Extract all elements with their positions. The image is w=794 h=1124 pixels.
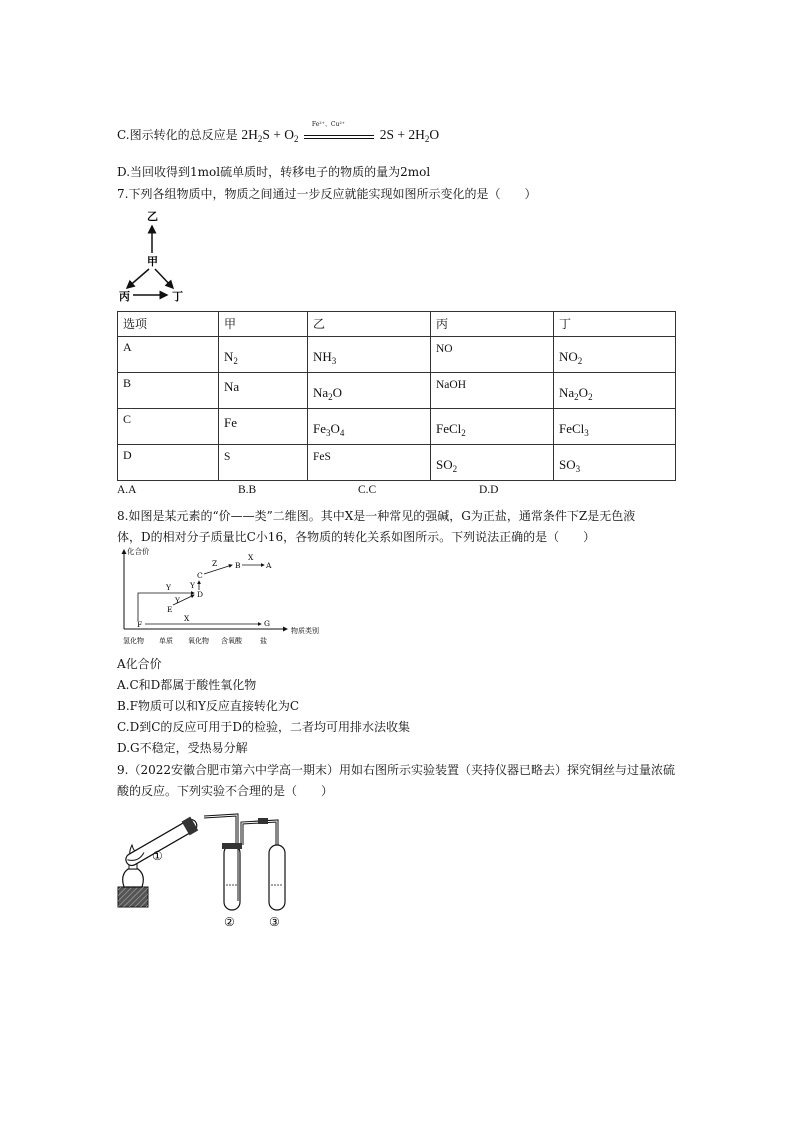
row-b-jia: Na	[219, 373, 308, 409]
q9-apparatus-figure	[112, 805, 302, 930]
node-g: G	[264, 619, 270, 628]
q7-options-table	[117, 311, 676, 481]
row-d-ding: $SO_3$	[554, 445, 676, 481]
q8-extra: A化合价	[117, 657, 162, 671]
table-row	[118, 337, 676, 373]
q6-option-c	[117, 120, 440, 144]
node-c: C	[197, 571, 203, 580]
q8-valence-class-diagram	[115, 545, 335, 650]
x-cat-element: 单质	[159, 637, 173, 645]
row-c-ding: FeCl$_3$	[554, 409, 676, 445]
row-d-jia: S	[219, 445, 308, 481]
q7-stem: 7.下列各组物质中，物质之间通过一步反应就能实现如图所示变化的是（ ）	[117, 187, 537, 201]
q7-diagram-top: 乙	[147, 210, 158, 223]
q8-choice-d: D.G不稳定，受热易分解	[117, 741, 248, 755]
row-b-bing: NaOH	[431, 373, 554, 409]
q8-choice-c: C.D到C的反应可用于D的检验，二者均可用排水法收集	[117, 720, 410, 734]
edge-label-z-cb: Z	[212, 559, 218, 568]
row-c-bing: FeCl$_2$	[431, 409, 554, 445]
label-3: ③	[269, 915, 280, 929]
q8-stem-line1: 8.如图是某元素的“价——类”二维图。其中X是一种常见的强碱，G为正盐，通常条件下Z是无色液	[117, 509, 636, 523]
row-a-jia: $N_2$	[219, 337, 308, 373]
q7-diagram-right: 丁	[172, 290, 183, 303]
q7-option-b: B.B	[238, 484, 257, 496]
q7-arrow-right	[155, 269, 173, 288]
row-c-jia: Fe	[219, 409, 308, 445]
row-a-ding: $NO_2$	[554, 337, 676, 373]
row-d-bing: $SO_2$	[431, 445, 554, 481]
q6-equation-double-line	[304, 135, 374, 139]
row-c-yi: $Fe_3O_4$	[308, 409, 431, 445]
q8-choice-b: B.F物质可以和Y反应直接转化为C	[117, 699, 300, 713]
row-c-option: C	[118, 409, 219, 445]
node-a: A	[266, 561, 272, 570]
q7-conversion-diagram	[115, 206, 195, 306]
row-a-bing: NO	[431, 337, 554, 373]
label-2: ②	[224, 915, 235, 929]
x-axis-label: 物质类别	[291, 627, 319, 635]
test-tube-3	[269, 845, 285, 910]
row-d-option: D	[118, 445, 219, 481]
edge-label-y-dc: Y	[190, 581, 195, 590]
q9-stem-line1: 9.（2022安徽合肥市第六中学高一期末）用如右图所示实验装置（夹持仪器已略去）探究铜丝与过量浓硫	[117, 763, 675, 777]
header-ding: 丁	[554, 312, 676, 337]
edge-label-y-ed: Y	[175, 596, 180, 605]
x-cat-hydride: 氢化物	[123, 637, 144, 645]
edge-c-b	[204, 565, 232, 574]
edge-label-y-fd: Y	[166, 583, 171, 592]
node-d: D	[197, 590, 204, 599]
q6-option-c-prefix: C.图示转化的总反应是	[117, 128, 238, 142]
delivery-tube	[204, 815, 237, 845]
q6-equation-condition: Fe²⁺、Cu²⁺	[311, 120, 345, 128]
node-b: B	[235, 561, 241, 570]
label-1: ①	[152, 849, 163, 863]
row-a-yi: $NH_3$	[308, 337, 431, 373]
row-b-yi: $Na_2O$	[308, 373, 431, 409]
q6-equation-left: $2H_2S + O_2$	[241, 127, 299, 144]
q9-stem-line2: 酸的反应。下列实验不合理的是（ ）	[117, 784, 334, 798]
q7-diagram-left: 丙	[119, 290, 130, 303]
row-b-option: B	[118, 373, 219, 409]
row-d-yi: FeS	[308, 445, 431, 481]
q8-stem-line2: 体，D的相对分子质量比C小16，各物质的转化关系如图所示。下列说法正确的是（ ）	[117, 530, 596, 544]
edge-label-x-fg: X	[184, 614, 190, 623]
alcohol-lamp	[123, 869, 144, 887]
q6-equation-arrow	[302, 120, 376, 142]
q7-option-d: D.D	[479, 484, 499, 496]
header-option: 选项	[118, 312, 219, 337]
table-row	[118, 373, 676, 409]
node-e: E	[167, 605, 173, 614]
q7-diagram-center: 甲	[147, 255, 158, 268]
header-yi: 乙	[308, 312, 431, 337]
row-b-ding: $Na_2O_2$	[554, 373, 676, 409]
node-f: F	[137, 620, 143, 629]
y-axis-label: 化合价	[127, 547, 150, 556]
x-cat-oxyacid: 含氧酸	[221, 637, 242, 645]
x-cat-oxide: 氧化物	[188, 637, 209, 645]
row-a-option: A	[118, 337, 219, 373]
edge-label-x-ba: X	[248, 553, 254, 562]
table-row	[118, 409, 676, 445]
q6-option-d: D.当回收得到1mol硫单质时，转移电子的物质的量为2mol	[117, 165, 431, 179]
q7-arrow-left	[127, 269, 149, 288]
q7-option-c: C.C	[358, 484, 377, 496]
x-cat-salt: 盐	[260, 637, 267, 645]
q6-equation-right: $2S + 2H_2O$	[379, 127, 440, 144]
table-row	[118, 445, 676, 481]
header-bing: 丙	[431, 312, 554, 337]
header-jia: 甲	[219, 312, 308, 337]
table-header-row	[118, 312, 676, 337]
q7-option-a: A.A	[117, 484, 137, 496]
q8-choice-a: A.C和D都属于酸性氧化物	[117, 678, 257, 692]
